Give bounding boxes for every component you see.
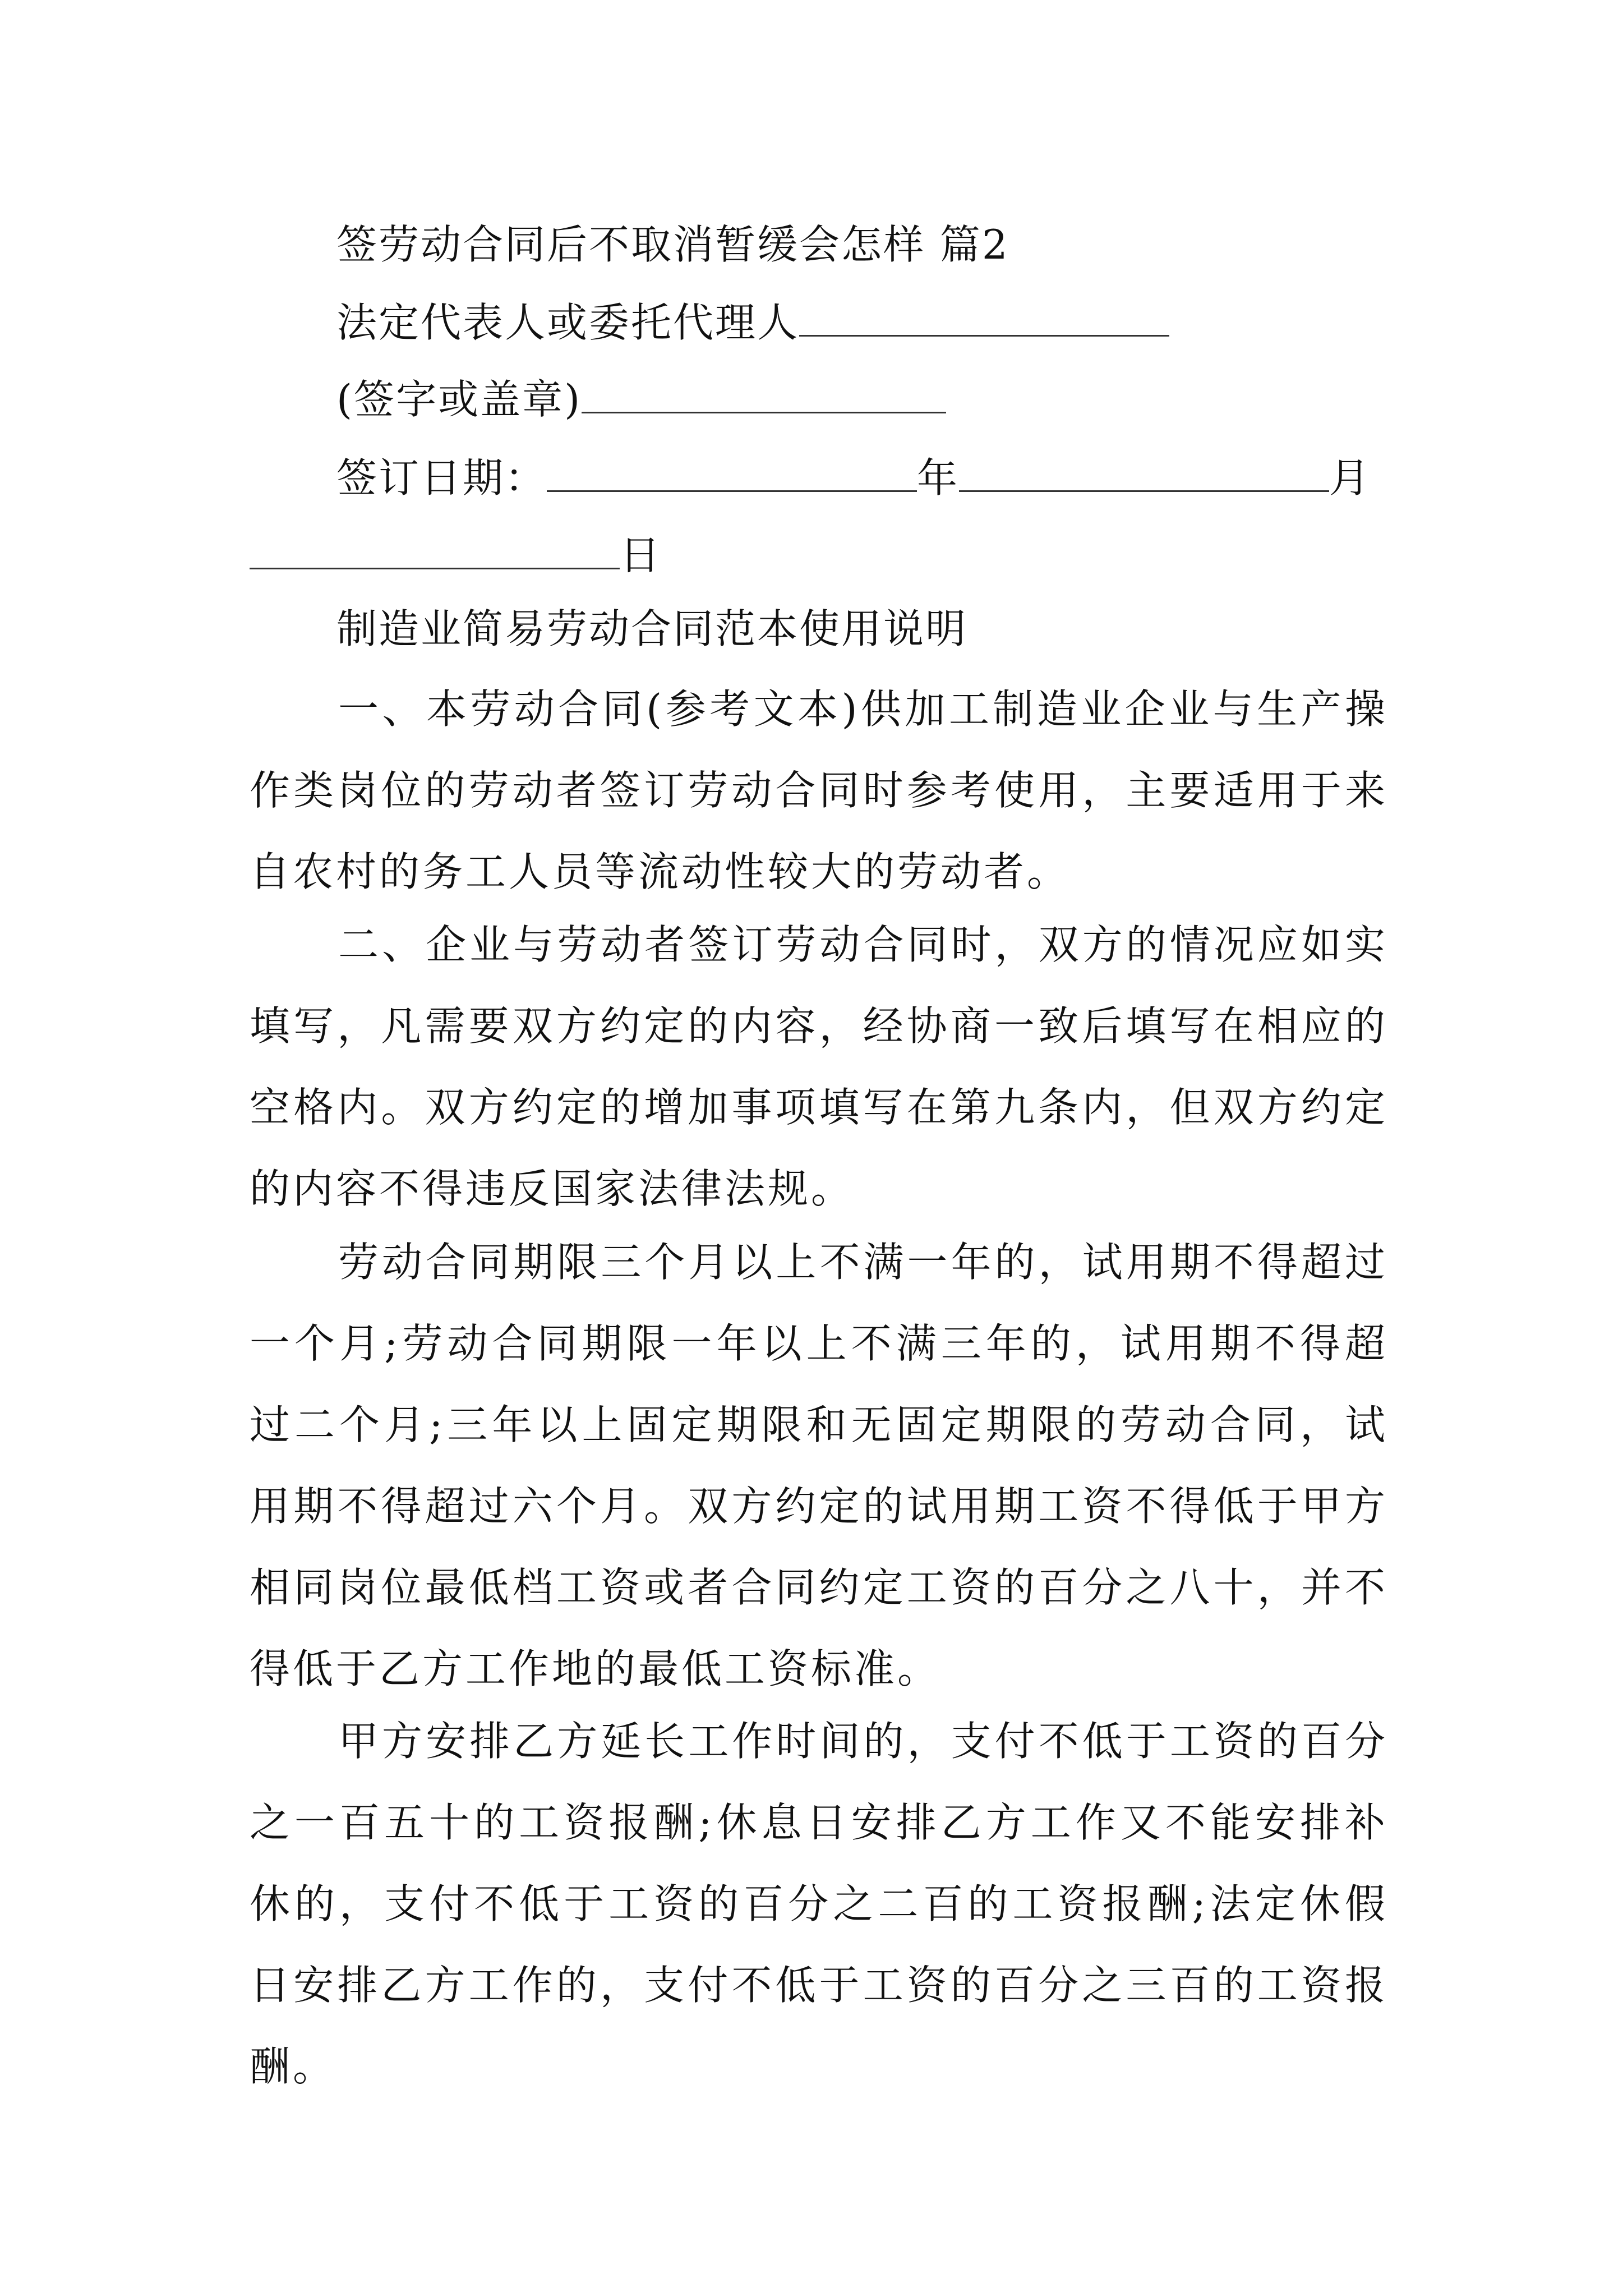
section-title: 制造业简易劳动合同范本使用说明 bbox=[336, 605, 968, 652]
day-blank bbox=[250, 533, 620, 569]
year-blank bbox=[547, 455, 917, 492]
seal-blank bbox=[582, 377, 946, 413]
paragraph-3: 劳动合同期限三个月以上不满一年的，试用期不得超过一个月;劳动合同期限一年以上不满三年的，试用期不得超过二个月;三年以上固定期限和无固定期限的劳动合同，试用期不得超过六个月。双方约定的试用期工资不得低于甲方相同岗位最低档工资或者合同约定工资的百分之八十，并不得低于乙方工作地的最低工资标准。 bbox=[250, 1239, 1388, 1692]
document-heading: 签劳动合同后不取消暂缓会怎样 篇2 bbox=[336, 221, 1009, 268]
signing-date-label: 签订日期： bbox=[336, 454, 547, 501]
paragraph-4: 甲方安排乙方延长工作时间的，支付不低于工资的百分之一百五十的工资报酬;休息日安排乙方工作又不能安排补休的，支付不低于工资的百分之二百的工资报酬;法定休假日安排乙方工作的，支付不低于工资的百分之三百的工资报酬。 bbox=[250, 1718, 1388, 2090]
paragraph-2: 二、企业与劳动者签订劳动合同时，双方的情况应如实填写，凡需要双方约定的内容，经协商一致后填写在相应的空格内。双方约定的增加事项填写在第九条内，但双方约定的内容不得违反国家法律法规。 bbox=[250, 921, 1388, 1212]
signing-date-line bbox=[336, 454, 1372, 501]
month-label: 月 bbox=[1329, 454, 1372, 501]
signature-line bbox=[336, 299, 1169, 346]
signing-date-day-line bbox=[250, 532, 662, 579]
signature-blank bbox=[799, 300, 1169, 337]
day-label: 日 bbox=[620, 532, 662, 579]
year-label: 年 bbox=[917, 454, 960, 501]
paragraph-1: 一、本劳动合同(参考文本)供加工制造业企业与生产操作类岗位的劳动者签订劳动合同时参考使用，主要适用于来自农村的务工人员等流动性较大的劳动者。 bbox=[250, 685, 1388, 895]
seal-line-label: (签字或盖章) bbox=[336, 376, 582, 423]
signature-line-label: 法定代表人或委托代理人 bbox=[336, 299, 800, 346]
month-blank bbox=[959, 455, 1329, 492]
seal-line bbox=[336, 376, 946, 423]
